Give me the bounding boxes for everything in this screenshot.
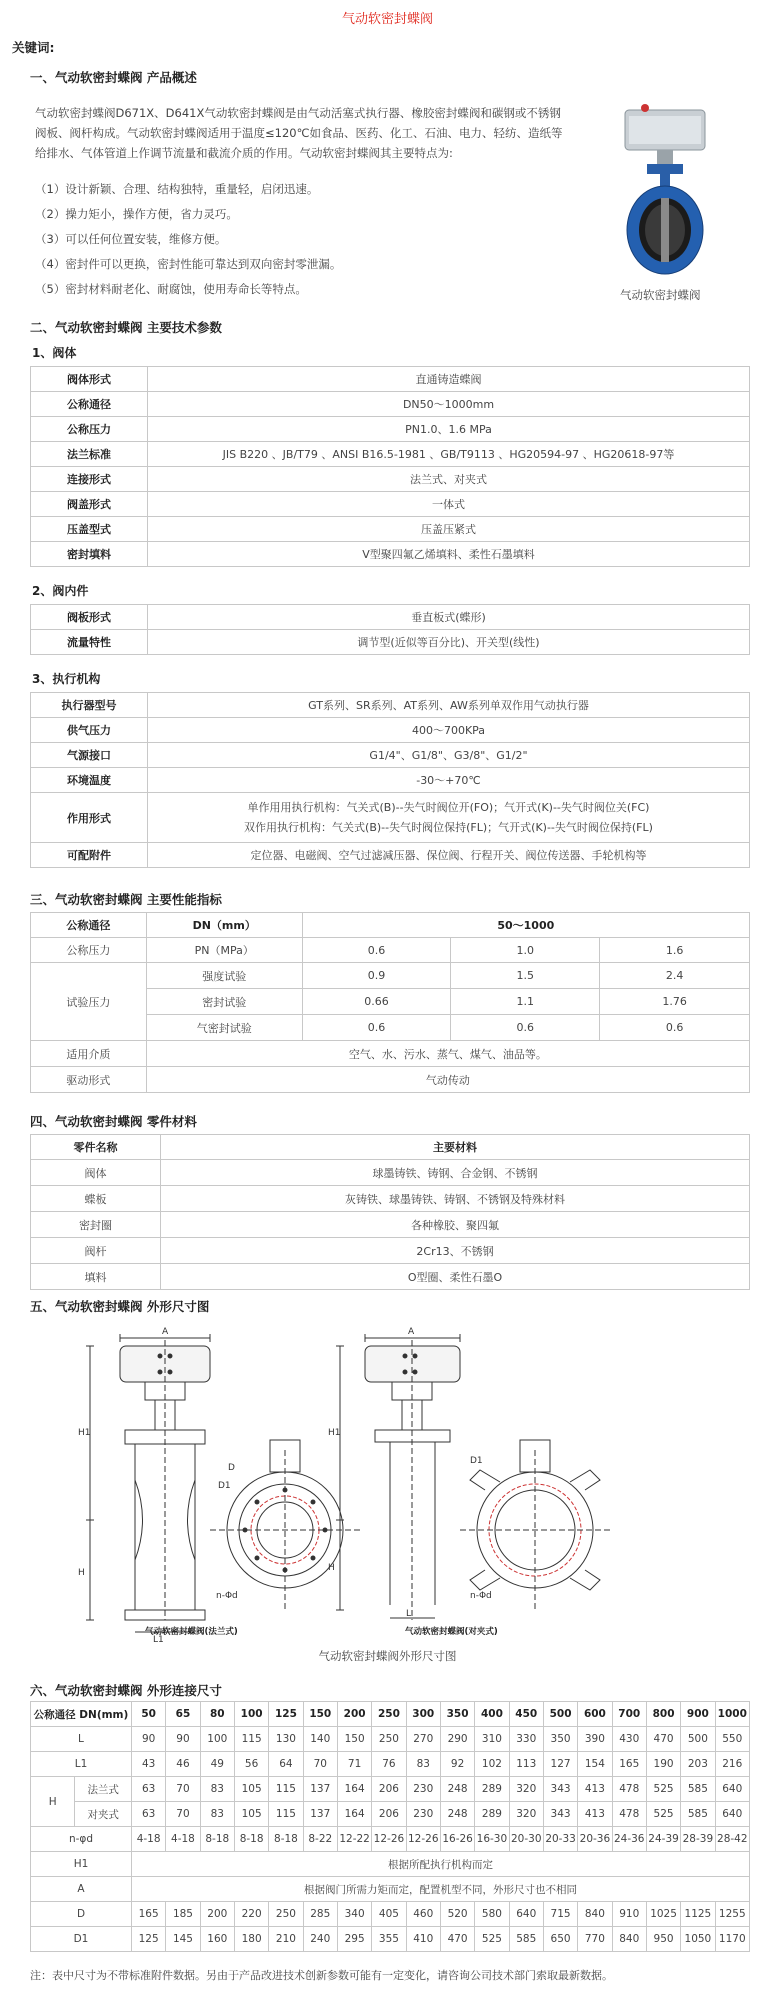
table-cell: 46 <box>166 1752 200 1777</box>
inner-parts-table <box>30 604 750 655</box>
table-cell: 24-39 <box>646 1827 680 1852</box>
feature-1: （1）设计新颖、合理、结构独特，重量轻，启闭迅速。 <box>35 182 319 196</box>
table-cell: 137 <box>303 1802 337 1827</box>
table-cell: 71 <box>337 1752 371 1777</box>
dim-label-l-right: L <box>406 1609 412 1619</box>
table-cell: 770 <box>578 1927 612 1952</box>
table-cell: 500 <box>681 1727 715 1752</box>
table-row: 阀体 球墨铸铁、铸钢、合金钢、不锈钢 <box>31 1160 750 1186</box>
table-row: 阀杆 2Cr13、不锈钢 <box>31 1238 750 1264</box>
table-cell: 160 <box>200 1927 234 1952</box>
table-cell: 216 <box>715 1752 749 1777</box>
table-cell: 20-36 <box>578 1827 612 1852</box>
table-cell: 92 <box>440 1752 474 1777</box>
section-6-heading: 六、气动软密封蝶阀 外形连接尺寸 <box>30 1683 222 1698</box>
table-cell: 127 <box>543 1752 577 1777</box>
table-cell: 根据所配执行机构而定 <box>131 1852 749 1877</box>
drawing-caption: 气动软密封蝶阀外形尺寸图 <box>318 1649 457 1663</box>
table-cell: 206 <box>372 1777 406 1802</box>
table-cell: 220 <box>234 1902 268 1927</box>
table-cell: 640 <box>509 1902 543 1927</box>
table-row: 密封填料 V型聚四氟乙烯填料、柔性石墨填料 <box>31 542 750 567</box>
table-cell: 70 <box>166 1802 200 1827</box>
actuator-table <box>30 692 750 868</box>
table-cell: 8-18 <box>269 1827 303 1852</box>
subsection-body: 1、阀体 <box>32 346 77 360</box>
product-image-caption: 气动软密封蝶阀 <box>620 288 701 302</box>
table-cell: 285 <box>303 1902 337 1927</box>
table-cell: 585 <box>681 1802 715 1827</box>
table-cell: 165 <box>612 1752 646 1777</box>
table-cell: 20-33 <box>543 1827 577 1852</box>
table-cell: n-φd <box>31 1827 132 1852</box>
body-spec-table <box>30 366 750 567</box>
keywords-label: 关键词: <box>12 40 55 55</box>
table-cell: 50 <box>131 1702 165 1727</box>
table-cell: 105 <box>234 1777 268 1802</box>
table-row: 法兰标准 JIS B220 、JB/T79 、ANSI B16.5-1981 、GB/T9113 、HG20594-97 、HG20618-97等 <box>31 442 750 467</box>
table-row <box>31 1827 750 1852</box>
table-cell: 125 <box>269 1702 303 1727</box>
table-cell: 430 <box>612 1727 646 1752</box>
table-row: 气密封试验 0.6 0.6 0.6 <box>31 1015 750 1041</box>
table-cell: 100 <box>234 1702 268 1727</box>
table-cell: 289 <box>475 1777 509 1802</box>
table-row <box>31 1927 750 1952</box>
subsection-inner-parts: 2、阀内件 <box>32 584 89 598</box>
table-cell: H1 <box>31 1852 132 1877</box>
table-cell: D1 <box>31 1927 132 1952</box>
table-cell: 290 <box>440 1727 474 1752</box>
section-1-heading: 一、气动软密封蝶阀 产品概述 <box>30 70 197 85</box>
table-cell: 550 <box>715 1727 749 1752</box>
table-cell: 8-18 <box>200 1827 234 1852</box>
table-cell: 350 <box>440 1702 474 1727</box>
table-cell: 310 <box>475 1727 509 1752</box>
table-cell: A <box>31 1877 132 1902</box>
table-cell: 154 <box>578 1752 612 1777</box>
dim-label-a: A <box>162 1327 169 1337</box>
table-row <box>31 1877 750 1902</box>
table-row: 蝶板 灰铸铁、球墨铸铁、铸钢、不锈钢及特殊材料 <box>31 1186 750 1212</box>
table-cell: 343 <box>543 1802 577 1827</box>
table-cell: 28-39 <box>681 1827 715 1852</box>
table-cell: 350 <box>543 1727 577 1752</box>
table-cell: 640 <box>715 1802 749 1827</box>
table-row: 密封试验 0.66 1.1 1.76 <box>31 989 750 1015</box>
table-cell: 根据阀门所需力矩而定，配置机型不同，外形尺寸也不相同 <box>131 1877 749 1902</box>
page-title: 气动软密封蝶阀 <box>341 12 433 27</box>
feature-3: （3）可以任何位置安装，维修方便。 <box>35 232 227 246</box>
table-cell: 150 <box>303 1702 337 1727</box>
table-row: 可配附件 定位器、电磁阀、空气过滤减压器、保位阀、行程开关、阀位传送器、手轮机构等 <box>31 843 750 868</box>
table-cell: 164 <box>337 1802 371 1827</box>
dim-label-d1-left: D1 <box>218 1481 231 1491</box>
table-cell: 950 <box>646 1927 680 1952</box>
table-cell: 580 <box>475 1902 509 1927</box>
table-row: 阀盖形式 一体式 <box>31 492 750 517</box>
table-cell: 150 <box>337 1727 371 1752</box>
table-cell: 115 <box>269 1777 303 1802</box>
dim-label-l1-left: L1 <box>153 1635 164 1645</box>
table-row <box>31 1802 750 1827</box>
table-cell: 230 <box>406 1802 440 1827</box>
table-cell: 1050 <box>681 1927 715 1952</box>
right-drawing-caption: 气动软密封蝶阀(对夹式) <box>405 1627 498 1637</box>
table-row: 试验压力 强度试验 0.9 1.5 2.4 <box>31 963 750 989</box>
table-cell: 190 <box>646 1752 680 1777</box>
dim-label-h-left: H <box>78 1568 85 1578</box>
table-row: 公称压力 PN（MPa） 0.6 1.0 1.6 <box>31 938 750 963</box>
table-cell: 230 <box>406 1777 440 1802</box>
table-cell: 113 <box>509 1752 543 1777</box>
table-cell: 413 <box>578 1777 612 1802</box>
table-cell: 83 <box>200 1777 234 1802</box>
table-row: 适用介质 空气、水、污水、蒸气、煤气、油品等。 <box>31 1041 750 1067</box>
table-cell: 800 <box>646 1702 680 1727</box>
table-cell: 600 <box>578 1702 612 1727</box>
overview-paragraph: 气动软密封蝶阀D671X、D641X气动软密封蝶阀是由气动活塞式执行器、橡胶密封蝶阀和碳钢或不锈钢阀板、阀杆构成。气动软密封蝶阀适用于温度≤120℃如食品、医药、化工、石油、电力、轻纺、造纸等给排水、气体管道上作调节流量和截流介质的作用。气动软密封蝶阀其主要特点为: <box>35 106 563 160</box>
table-cell: 910 <box>612 1902 646 1927</box>
dim-label-nphi-right: n-Φd <box>470 1591 492 1601</box>
table-cell: 413 <box>578 1802 612 1827</box>
table-cell: 640 <box>715 1777 749 1802</box>
table-cell: 102 <box>475 1752 509 1777</box>
table-cell: 478 <box>612 1777 646 1802</box>
table-cell: D <box>31 1902 132 1927</box>
table-cell: 470 <box>440 1927 474 1952</box>
table-cell: 520 <box>440 1902 474 1927</box>
table-cell: 140 <box>303 1727 337 1752</box>
section-3-heading: 三、气动软密封蝶阀 主要性能指标 <box>30 892 222 907</box>
table-cell: 525 <box>475 1927 509 1952</box>
table-row <box>31 1727 750 1752</box>
table-cell: 340 <box>337 1902 371 1927</box>
table-row: 填料 O型圈、柔性石墨O <box>31 1264 750 1290</box>
table-cell: 500 <box>543 1702 577 1727</box>
table-cell: 法兰式 <box>75 1777 132 1802</box>
section-5-heading: 五、气动软密封蝶阀 外形尺寸图 <box>30 1299 210 1314</box>
table-cell: 180 <box>234 1927 268 1952</box>
table-cell: 478 <box>612 1802 646 1827</box>
table-cell: 28-42 <box>715 1827 749 1852</box>
table-row: 流量特性 调节型(近似等百分比)、开关型(线性) <box>31 630 750 655</box>
table-cell: 200 <box>200 1902 234 1927</box>
table-cell: H <box>31 1777 75 1827</box>
table-cell: 8-22 <box>303 1827 337 1852</box>
dimension-drawing <box>30 1320 750 1650</box>
table-cell: 900 <box>681 1702 715 1727</box>
table-cell: 1125 <box>681 1902 715 1927</box>
table-row: 连接形式 法兰式、对夹式 <box>31 467 750 492</box>
table-cell: 115 <box>269 1802 303 1827</box>
table-cell: 16-26 <box>440 1827 474 1852</box>
table-cell: 650 <box>543 1927 577 1952</box>
table-cell: 12-22 <box>337 1827 371 1852</box>
table-cell: 200 <box>337 1702 371 1727</box>
table-cell: 63 <box>131 1777 165 1802</box>
table-cell: 185 <box>166 1902 200 1927</box>
table-row: 供气压力 400～700KPa <box>31 718 750 743</box>
table-cell: 840 <box>578 1902 612 1927</box>
table-cell: 63 <box>131 1802 165 1827</box>
table-cell: 65 <box>166 1702 200 1727</box>
table-cell: 330 <box>509 1727 543 1752</box>
footnote: 注：表中尺寸为不带标准附件数据。另由于产品改进技术创新参数可能有一定变化，请咨询公司技术部门索取最新数据。 <box>30 1969 613 1982</box>
table-cell: 80 <box>200 1702 234 1727</box>
table-row <box>31 1902 750 1927</box>
table-cell: 130 <box>269 1727 303 1752</box>
dim-label-h-right: H <box>328 1563 335 1573</box>
table-row <box>31 1777 750 1802</box>
table-cell: 405 <box>372 1902 406 1927</box>
dn-header: 公称通径 DN(mm) <box>31 1702 132 1727</box>
table-row: 阀体形式 直通铸造蝶阀 <box>31 367 750 392</box>
table-cell: 450 <box>509 1702 543 1727</box>
table-cell: L <box>31 1727 132 1752</box>
table-row: 阀板形式 垂直板式(蝶形) <box>31 605 750 630</box>
table-cell: 1255 <box>715 1902 749 1927</box>
table-cell: 12-26 <box>406 1827 440 1852</box>
subsection-actuator: 3、执行机构 <box>32 672 101 686</box>
table-row: 公称压力 PN1.0、1.6 MPa <box>31 417 750 442</box>
table-cell: 90 <box>166 1727 200 1752</box>
dim-label-d1-right: D1 <box>470 1456 483 1466</box>
feature-5: （5）密封材料耐老化、耐腐蚀，使用寿命长等特点。 <box>35 282 307 296</box>
feature-2: （2）操力矩小，操作方便，省力灵巧。 <box>35 207 238 221</box>
table-cell: 270 <box>406 1727 440 1752</box>
table-cell: 289 <box>475 1802 509 1827</box>
table-row: 驱动形式 气动传动 <box>31 1067 750 1093</box>
table-row <box>31 1752 750 1777</box>
table-cell: 76 <box>372 1752 406 1777</box>
table-cell: 250 <box>269 1902 303 1927</box>
table-cell: 525 <box>646 1802 680 1827</box>
table-cell: 1025 <box>646 1902 680 1927</box>
table-cell: 12-26 <box>372 1827 406 1852</box>
dim-label-d-left: D <box>228 1463 235 1473</box>
section-2-heading: 二、气动软密封蝶阀 主要技术参数 <box>30 320 222 335</box>
table-cell: 715 <box>543 1902 577 1927</box>
table-cell: 343 <box>543 1777 577 1802</box>
materials-table <box>30 1134 750 1290</box>
table-row: 零件名称 主要材料 <box>31 1135 750 1160</box>
table-cell: 320 <box>509 1802 543 1827</box>
table-cell: 90 <box>131 1727 165 1752</box>
table-cell: 525 <box>646 1777 680 1802</box>
table-cell: 400 <box>475 1702 509 1727</box>
table-row: 公称通径 DN50～1000mm <box>31 392 750 417</box>
table-cell: 410 <box>406 1927 440 1952</box>
table-cell: 300 <box>406 1702 440 1727</box>
table-row <box>31 1852 750 1877</box>
table-cell: 250 <box>372 1727 406 1752</box>
table-row: 密封圈 各种橡胶、聚四氟 <box>31 1212 750 1238</box>
table-cell: 1000 <box>715 1702 749 1727</box>
table-cell: 840 <box>612 1927 646 1952</box>
table-cell: 165 <box>131 1902 165 1927</box>
table-cell: 248 <box>440 1777 474 1802</box>
table-row: 公称通径 DN（mm） 50～1000 <box>31 913 750 938</box>
table-row: 执行器型号 GT系列、SR系列、AT系列、AW系列单双作用气动执行器 <box>31 693 750 718</box>
table-row <box>31 1702 750 1727</box>
table-cell: 105 <box>234 1802 268 1827</box>
table-cell: 49 <box>200 1752 234 1777</box>
table-cell: 460 <box>406 1902 440 1927</box>
table-cell: 20-30 <box>509 1827 543 1852</box>
table-cell: 56 <box>234 1752 268 1777</box>
table-cell: 203 <box>681 1752 715 1777</box>
table-cell: 164 <box>337 1777 371 1802</box>
table-row: 压盖型式 压盖压紧式 <box>31 517 750 542</box>
table-cell: 4-18 <box>131 1827 165 1852</box>
table-cell: 125 <box>131 1927 165 1952</box>
table-cell: 295 <box>337 1927 371 1952</box>
table-cell: 390 <box>578 1727 612 1752</box>
feature-4: （4）密封件可以更换，密封性能可靠达到双向密封零泄漏。 <box>35 257 342 271</box>
table-cell: 250 <box>372 1702 406 1727</box>
dim-label-nphi-left: n-Φd <box>216 1591 238 1601</box>
table-row: 环境温度 -30～+70℃ <box>31 768 750 793</box>
dim-label-h1-left: H1 <box>78 1428 91 1438</box>
table-cell: 585 <box>681 1777 715 1802</box>
table-cell: 70 <box>166 1777 200 1802</box>
table-row: 作用形式 单作用用执行机构：气关式(B)--失气时阀位开(FO)；气开式(K)--失气时阀位关(FC) 双作用执行机构：气关式(B)--失气时阀位保持(FL)；气开式(K)--失气时阀位保持(FL) <box>31 793 750 843</box>
table-cell: 8-18 <box>234 1827 268 1852</box>
table-cell: 70 <box>303 1752 337 1777</box>
table-cell: 对夹式 <box>75 1802 132 1827</box>
dim-label-h1-right: H1 <box>328 1428 341 1438</box>
table-cell: 64 <box>269 1752 303 1777</box>
table-cell: 248 <box>440 1802 474 1827</box>
table-cell: 206 <box>372 1802 406 1827</box>
dimension-table <box>30 1701 750 1952</box>
table-cell: 24-36 <box>612 1827 646 1852</box>
table-cell: 240 <box>303 1927 337 1952</box>
table-cell: 470 <box>646 1727 680 1752</box>
table-cell: 145 <box>166 1927 200 1952</box>
table-cell: 137 <box>303 1777 337 1802</box>
table-cell: 320 <box>509 1777 543 1802</box>
table-cell: 700 <box>612 1702 646 1727</box>
table-cell: 83 <box>200 1802 234 1827</box>
left-drawing-caption: 气动软密封蝶阀(法兰式) <box>145 1627 238 1637</box>
table-cell: 83 <box>406 1752 440 1777</box>
section-4-heading: 四、气动软密封蝶阀 零件材料 <box>30 1114 197 1129</box>
table-cell: 585 <box>509 1927 543 1952</box>
table-cell: L1 <box>31 1752 132 1777</box>
table-cell: 355 <box>372 1927 406 1952</box>
table-cell: 1170 <box>715 1927 749 1952</box>
dim-label-a-right: A <box>408 1327 415 1337</box>
table-row: 气源接口 G1/4"、G1/8"、G3/8"、G1/2" <box>31 743 750 768</box>
performance-table <box>30 912 750 1093</box>
table-cell: 210 <box>269 1927 303 1952</box>
table-cell: 16-30 <box>475 1827 509 1852</box>
table-cell: 115 <box>234 1727 268 1752</box>
table-cell: 43 <box>131 1752 165 1777</box>
valve-product-image <box>615 102 715 282</box>
table-cell: 4-18 <box>166 1827 200 1852</box>
table-cell: 100 <box>200 1727 234 1752</box>
